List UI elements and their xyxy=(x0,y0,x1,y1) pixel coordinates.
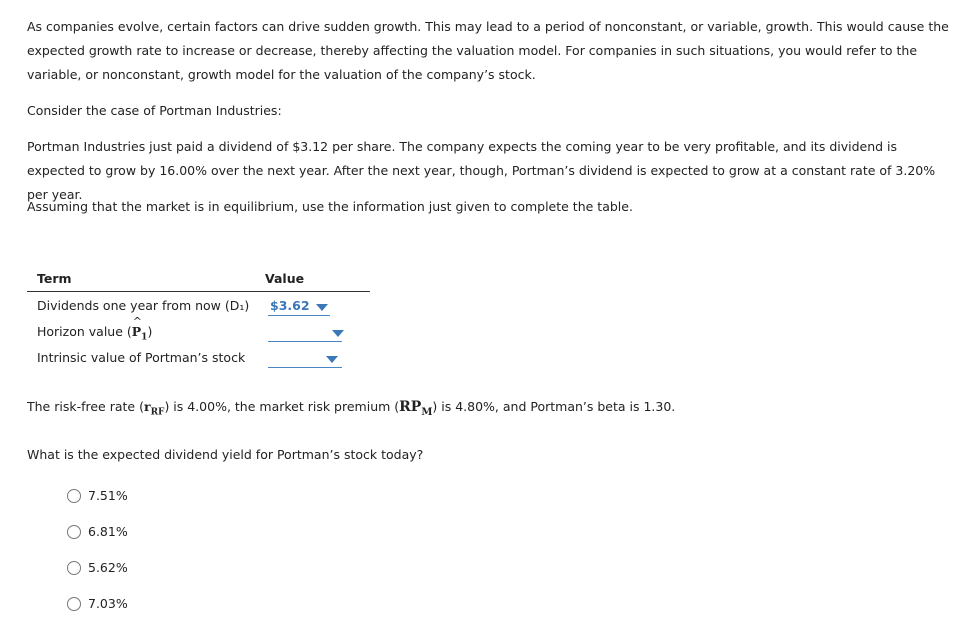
rf-symbol: $r_{RF}$ xyxy=(143,399,165,418)
instruction-text: Assuming that the market is in equilibrium, use the information just given to complete the table. xyxy=(27,199,633,214)
intro-paragraph: As companies evolve, certain factors can drive sudden growth. This may lead to a period of nonconstant, or variable, growth. This would cause the expected growth rate to increase or decrease, thereby affecting the valuation model. For companies in such situations, you would refer to the variable, or nonconstant, growth model for the valuation of the company’s stock. xyxy=(27,19,949,82)
term-intrinsic-label: Intrinsic value of Portman’s stock xyxy=(37,350,246,365)
rpm-symbol: $RP_M$ xyxy=(399,399,433,418)
table-row xyxy=(27,318,370,344)
valuation-table xyxy=(27,268,370,370)
table-row xyxy=(27,292,370,318)
risk-info-text: The risk-free rate $(r_{RF})$ is 4.00%, the market risk premium $(RP_M)$ is 4.80%, and Portman’s beta is 1.30. xyxy=(27,399,676,418)
table-row xyxy=(27,344,370,370)
term-horizon-label: Horizon value (^ $P_1$) xyxy=(37,324,152,343)
case-paragraph: Portman Industries just paid a dividend of $3.12 per share. The company expects the coming year to be very profitable, and its dividend is expected to grow by 16.00% over the next year. After the next year, though, Portman’s dividend is expected to grow at a constant rate of 3.20% per year. xyxy=(27,139,936,202)
answer-option-label: 5.62% xyxy=(88,560,128,575)
radio-button[interactable] xyxy=(67,597,81,611)
term-dividend-label: Dividends one year from now (D₁) xyxy=(37,298,250,313)
dividend-value-dropdown[interactable] xyxy=(268,296,330,316)
dividend-selected-value: $3.62 xyxy=(270,298,310,313)
radio-button[interactable] xyxy=(67,489,81,503)
consider-text: Consider the case of Portman Industries: xyxy=(27,103,282,118)
chevron-down-icon xyxy=(326,356,338,363)
horizon-value-dropdown[interactable] xyxy=(268,322,342,342)
header-term: Term xyxy=(37,271,72,286)
answer-option-label: 6.81% xyxy=(88,524,128,539)
radio-button[interactable] xyxy=(67,561,81,575)
question-text: What is the expected dividend yield for Portman’s stock today? xyxy=(27,447,424,462)
radio-button[interactable] xyxy=(67,525,81,539)
chevron-down-icon xyxy=(316,304,328,311)
table-header xyxy=(27,268,370,292)
header-value: Value xyxy=(265,271,305,286)
intrinsic-value-dropdown[interactable] xyxy=(268,348,342,368)
answer-option-label: 7.51% xyxy=(88,488,128,503)
answer-option-label: 7.03% xyxy=(88,596,128,611)
p-hat-symbol: ^ $P_1$ xyxy=(132,324,148,343)
chevron-down-icon xyxy=(332,330,344,337)
